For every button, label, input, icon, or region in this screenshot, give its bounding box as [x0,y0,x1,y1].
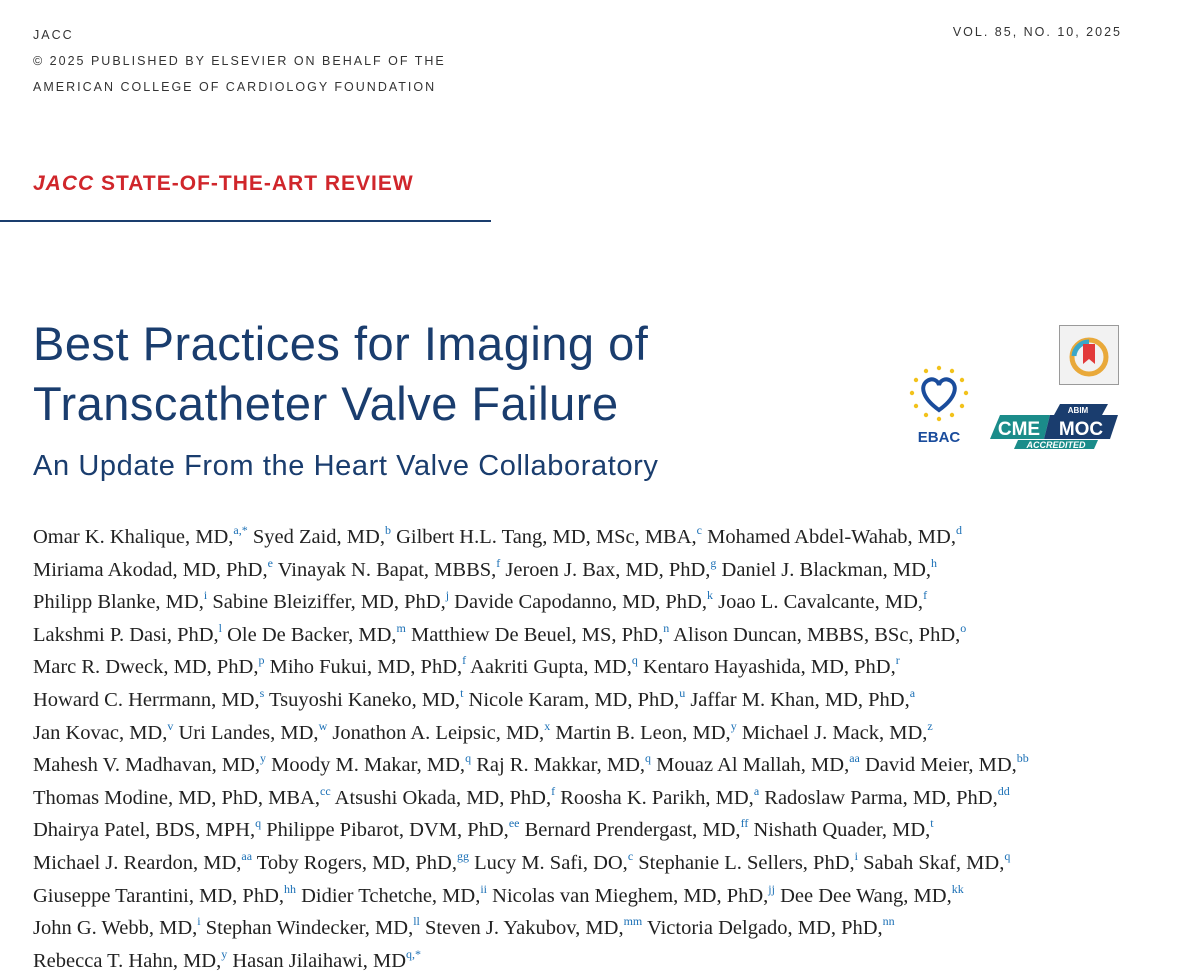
affiliation-marker[interactable]: ee [508,816,520,831]
author-line [33,815,1143,848]
cme-moc-badge [990,403,1120,451]
author-name: Rebecca T. Hahn, MD, [33,949,222,972]
journal-header [33,22,446,100]
affiliation-marker[interactable]: a [753,783,760,798]
affiliation-marker[interactable]: cc [320,783,331,798]
author-name: Kentaro Hayashida, MD, PhD, [642,656,896,679]
affiliation-marker[interactable]: kk [951,881,964,896]
publisher-line-1: © 2025 PUBLISHED BY ELSEVIER ON BEHALF OF THE [33,54,446,68]
author-line [33,620,1143,653]
affiliation-marker[interactable]: q [645,751,652,766]
affiliation-marker[interactable]: g [710,555,717,570]
author-list [33,522,1143,978]
affiliation-marker[interactable]: aa [849,751,860,766]
abim-label: ABIM [1067,406,1089,415]
author-line [33,881,1143,914]
author-name: Raj R. Makkar, MD, [476,754,646,777]
author-name: Tsuyoshi Kaneko, MD, [269,688,461,711]
author-name: Davide Capodanno, MD, PhD, [454,591,707,614]
author-name: Syed Zaid, MD, [252,526,385,548]
affiliation-marker[interactable]: ff [740,816,749,831]
affiliation-marker[interactable]: s [259,685,265,700]
author-line [33,685,1143,718]
affiliation-marker[interactable]: b [384,523,391,537]
affiliation-marker[interactable]: e [267,555,273,570]
author-name: Nicole Karam, MD, PhD, [468,688,680,711]
affiliation-marker[interactable]: d [955,523,962,537]
affiliation-marker[interactable]: a [909,685,916,700]
affiliation-marker[interactable]: o [960,620,967,635]
affiliation-marker[interactable]: nn [882,914,895,929]
affiliation-marker[interactable]: i [197,914,201,929]
cme-moc-icon [990,403,1120,451]
author-name: Omar K. Khalique, MD, [33,526,234,548]
author-name: Victoria Delgado, MD, PhD, [647,917,883,940]
affiliation-marker[interactable]: f [923,588,928,603]
author-name: Dee Dee Wang, MD, [780,884,952,907]
author-name: Jaffar M. Khan, MD, PhD, [690,688,910,711]
author-name: Uri Landes, MD, [178,721,319,744]
affiliation-marker[interactable]: i [854,848,858,863]
affiliation-marker[interactable]: bb [1016,751,1029,766]
author-name: Aakriti Gupta, MD, [470,656,632,679]
ebac-heart-icon [902,362,976,452]
affiliation-marker[interactable]: f [551,783,556,798]
author-name: Sabine Bleiziffer, MD, PhD, [212,591,446,614]
author-name: Miho Fukui, MD, PhD, [269,656,463,679]
affiliation-marker[interactable]: j [445,588,450,603]
author-line [33,522,1143,555]
author-line [33,783,1143,816]
author-name: Jonathon A. Leipsic, MD, [332,721,545,744]
affiliation-marker[interactable]: y [221,946,228,961]
accredited-label: ACCREDITED [1026,440,1086,450]
affiliation-marker[interactable]: r [895,653,900,668]
author-name: Bernard Prendergast, MD, [524,819,741,842]
author-name: Daniel J. Blackman, MD, [721,558,932,581]
affiliation-marker[interactable]: h [931,555,938,570]
author-name: Martin B. Leon, MD, [555,721,731,744]
author-name: Philipp Blanke, MD, [33,591,204,614]
author-name: Michael J. Reardon, MD, [33,851,242,874]
affiliation-marker[interactable]: a,* [233,523,248,537]
author-name: Stephan Windecker, MD, [205,917,414,940]
affiliation-marker[interactable]: i [203,588,208,603]
affiliation-marker[interactable]: hh [284,881,296,896]
author-name: Lucy M. Safi, DO, [474,851,628,874]
author-line [33,718,1143,751]
author-name: Nicolas van Mieghem, MD, PhD, [492,884,769,907]
author-name: Sabah Skaf, MD, [863,851,1005,874]
author-line [33,848,1143,881]
author-name: Stephanie L. Sellers, PhD, [638,851,855,874]
ebac-label: EBAC [917,429,961,446]
affiliation-marker[interactable]: q [631,653,638,668]
author-name: Michael J. Mack, MD, [741,721,928,744]
affiliation-marker[interactable]: c [696,523,702,537]
author-name: Ole De Backer, MD, [227,623,397,646]
author-name: Radoslaw Parma, MD, PhD, [764,786,998,809]
author-name: Moody M. Makar, MD, [271,754,466,777]
author-line [33,652,1143,685]
affiliation-marker[interactable]: ll [413,914,420,929]
publisher-line-2: AMERICAN COLLEGE OF CARDIOLOGY FOUNDATION [33,80,437,94]
author-name: Giuseppe Tarantini, MD, PhD, [33,884,284,907]
affiliation-marker[interactable]: p [258,653,265,668]
affiliation-marker[interactable]: m [396,620,406,635]
affiliation-marker[interactable]: t [460,685,464,700]
author-name: Philippe Pibarot, DVM, PhD, [266,819,509,842]
moc-label: MOC [1058,419,1104,440]
affiliation-marker[interactable]: gg [456,848,469,863]
author-name: Mohamed Abdel-Wahab, MD, [707,526,956,548]
affiliation-marker[interactable]: ii [480,881,488,896]
author-name: Didier Tchetche, MD, [301,884,481,907]
affiliation-marker[interactable]: f [496,555,501,570]
author-line [33,750,1143,783]
affiliation-marker[interactable]: q,* [406,946,422,961]
affiliation-marker[interactable]: u [679,685,686,700]
affiliation-marker[interactable]: z [927,718,933,733]
author-name: Roosha K. Parikh, MD, [560,786,754,809]
affiliation-marker[interactable]: q [465,751,472,766]
affiliation-marker[interactable]: c [627,848,634,863]
author-name: Thomas Modine, MD, PhD, MBA, [33,786,321,809]
affiliation-marker[interactable]: t [930,816,934,831]
author-name: Steven J. Yakubov, MD, [425,917,624,940]
journal-name: JACC [33,28,74,42]
author-name: Gilbert H.L. Tang, MD, MSc, MBA, [396,526,697,548]
author-name: Alison Duncan, MBBS, BSc, PhD, [673,623,961,646]
article-type-text: STATE-OF-THE-ART REVIEW [94,172,414,195]
author-name: Vinayak N. Bapat, MBBS, [277,558,497,581]
affiliation-marker[interactable]: k [706,588,713,603]
article-type-prefix: JACC [33,172,95,195]
author-name: Mouaz Al Mallah, MD, [656,754,850,777]
article-subtitle: An Update From the Heart Valve Collaboratory [33,450,659,482]
author-name: Howard C. Herrmann, MD, [33,688,260,711]
author-name: Joao L. Cavalcante, MD, [718,591,924,614]
title-line-1: Best Practices for Imaging of [33,317,649,370]
affiliation-marker[interactable]: y [730,718,737,733]
affiliation-marker[interactable]: n [663,620,670,635]
affiliation-marker[interactable]: aa [241,848,253,863]
author-line [33,913,1143,946]
author-name: Marc R. Dweck, MD, PhD, [33,656,259,679]
affiliation-marker[interactable]: y [260,751,267,766]
author-name: Matthiew De Beuel, MS, PhD, [410,623,664,646]
article-type-label [33,172,414,196]
author-name: Atsushi Okada, MD, PhD, [334,786,552,809]
section-divider [0,220,491,222]
cme-label: CME [997,419,1041,440]
author-line [33,587,1143,620]
affiliation-marker[interactable]: mm [623,914,643,929]
title-line-2: Transcatheter Valve Failure [33,377,619,430]
author-name: Mahesh V. Madhavan, MD, [33,754,261,777]
author-name: Jeroen J. Bax, MD, PhD, [505,558,711,581]
author-name: Nishath Quader, MD, [753,819,931,842]
affiliation-marker[interactable]: q [255,816,262,831]
affiliation-marker[interactable]: v [167,718,174,733]
author-name: John G. Webb, MD, [33,917,198,940]
article-title [33,314,853,434]
affiliation-marker[interactable]: jj [768,881,775,896]
affiliation-marker[interactable]: dd [997,783,1010,798]
affiliation-marker[interactable]: f [462,653,467,668]
bookmark-badge[interactable] [1059,325,1119,385]
author-line [33,555,1143,588]
author-name: Hasan Jilaihawi, MD [232,949,407,972]
author-line [33,946,1143,978]
author-name: David Meier, MD, [864,754,1017,777]
affiliation-marker[interactable]: l [218,620,222,635]
affiliation-marker[interactable]: x [544,718,551,733]
affiliation-marker[interactable]: w [318,718,328,733]
author-name: Lakshmi P. Dasi, PhD, [33,623,219,646]
author-name: Toby Rogers, MD, PhD, [256,851,457,874]
crossmark-icon [1060,326,1118,384]
ebac-badge [902,362,976,452]
volume-info: VOL. 85, NO. 10, 2025 [952,25,1122,39]
affiliation-marker[interactable]: q [1004,848,1011,863]
author-name: Miriama Akodad, MD, PhD, [33,558,268,581]
author-name: Dhairya Patel, BDS, MPH, [33,819,256,842]
author-name: Jan Kovac, MD, [33,721,168,744]
